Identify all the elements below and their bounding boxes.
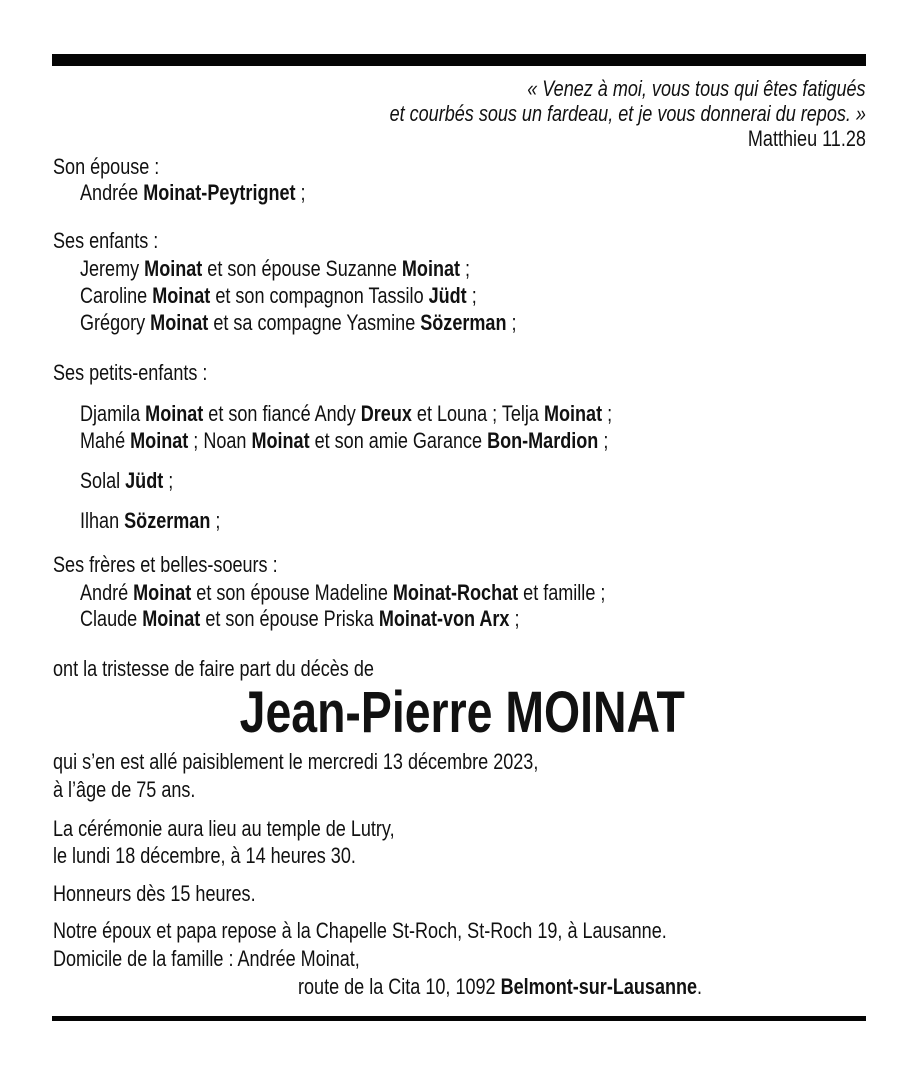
text-segment: et son fiancé Andy — [203, 401, 361, 426]
grandchild-line — [80, 403, 612, 425]
detail-age: à l’âge de 75 ans. — [53, 777, 196, 802]
group-heading-grandchildren: Ses petits-enfants : — [53, 360, 208, 385]
quote-line-1: « Venez à moi, vous tous qui êtes fatigués — [527, 76, 866, 101]
text-segment: Mahé — [80, 428, 131, 453]
top-rule — [52, 54, 866, 66]
text-segment: ; — [509, 606, 520, 631]
text-segment: et sa compagne Yasmine — [208, 310, 421, 335]
text-segment: et Louna ; Telja — [411, 401, 544, 426]
group-heading-children: Ses enfants : — [53, 228, 159, 253]
text-segment: ; — [598, 428, 609, 453]
text-segment: et son amie Garance — [309, 428, 488, 453]
text-segment: et son épouse Madeline — [191, 580, 393, 605]
grandchild-line — [80, 510, 220, 532]
address-end: . — [697, 974, 703, 999]
deceased-name-text: Jean-Pierre MOINAT — [239, 680, 685, 745]
surname: Sözerman — [124, 508, 211, 533]
surname: Moinat — [401, 256, 461, 281]
sibling-line — [80, 608, 519, 630]
address-street: route de la Cita 10, 1092 — [298, 974, 501, 999]
text-segment: et son compagnon Tassilo — [210, 283, 429, 308]
text-segment: ; Noan — [188, 428, 252, 453]
deceased-name — [0, 680, 924, 745]
text-segment: Claude — [80, 606, 143, 631]
surname: Moinat — [152, 283, 211, 308]
text-segment: Ilhan — [80, 508, 125, 533]
sibling-line — [80, 582, 605, 604]
text-segment: Solal — [80, 468, 126, 493]
grandchild-line — [80, 470, 173, 492]
surname: Dreux — [360, 401, 412, 426]
child-line — [80, 312, 517, 334]
spouse-line — [80, 182, 306, 204]
surname: Moinat — [150, 310, 209, 335]
surname: Moinat — [142, 606, 201, 631]
bottom-rule — [52, 1016, 866, 1021]
surname: Bon-Mardion — [487, 428, 599, 453]
surname: Sözerman — [420, 310, 507, 335]
child-line — [80, 258, 470, 280]
child-line — [80, 285, 477, 307]
surname: Moinat — [133, 580, 192, 605]
announcement: ont la tristesse de faire part du décès de — [53, 656, 374, 681]
text-segment: Grégory — [80, 310, 151, 335]
text-segment: ; — [210, 508, 221, 533]
text-segment: et son épouse Suzanne — [202, 256, 402, 281]
detail-ceremony-place: La cérémonie aura lieu au temple de Lutry, — [53, 816, 395, 841]
text-segment: Caroline — [80, 283, 153, 308]
surname: Moinat — [130, 428, 189, 453]
text-segment: ; — [295, 180, 306, 205]
detail-honours: Honneurs dès 15 heures. — [53, 881, 256, 906]
text-segment: et famille ; — [518, 580, 606, 605]
surname: Moinat — [145, 401, 204, 426]
surname: Jüdt — [428, 283, 467, 308]
surname: Jüdt — [125, 468, 164, 493]
surname: Moinat-Peytrignet — [143, 180, 296, 205]
text-segment: Jeremy — [80, 256, 145, 281]
grandchild-line — [80, 430, 608, 452]
surname: Moinat — [251, 428, 310, 453]
text-segment: ; — [602, 401, 613, 426]
surname: Moinat — [543, 401, 603, 426]
surname: Moinat — [144, 256, 203, 281]
text-segment: Djamila — [80, 401, 146, 426]
surname: Moinat-von Arx — [378, 606, 510, 631]
text-segment: ; — [506, 310, 517, 335]
text-segment: ; — [466, 283, 477, 308]
address-city: Belmont-sur-Lausanne — [500, 974, 698, 999]
text-segment: Andrée — [80, 180, 144, 205]
group-heading-siblings: Ses frères et belles-soeurs : — [53, 552, 278, 577]
detail-domicile-label: Domicile de la famille : Andrée Moinat, — [53, 946, 360, 971]
detail-rest-place: Notre époux et papa repose à la Chapelle St-Roch, St-Roch 19, à Lausanne. — [53, 918, 667, 943]
text-segment: ; — [163, 468, 174, 493]
group-heading-spouse: Son épouse : — [53, 154, 160, 179]
text-segment: André — [80, 580, 134, 605]
surname: Moinat-Rochat — [392, 580, 519, 605]
detail-passing: qui s’en est allé paisiblement le mercredi 13 décembre 2023, — [53, 749, 539, 774]
text-segment: et son épouse Priska — [200, 606, 379, 631]
quote-reference: Matthieu 11.28 — [747, 126, 866, 151]
text-segment: ; — [460, 256, 471, 281]
quote-line-2: et courbés sous un fardeau, et je vous donnerai du repos. » — [389, 101, 866, 126]
detail-domicile-address — [298, 976, 702, 998]
detail-ceremony-time: le lundi 18 décembre, à 14 heures 30. — [53, 843, 356, 868]
